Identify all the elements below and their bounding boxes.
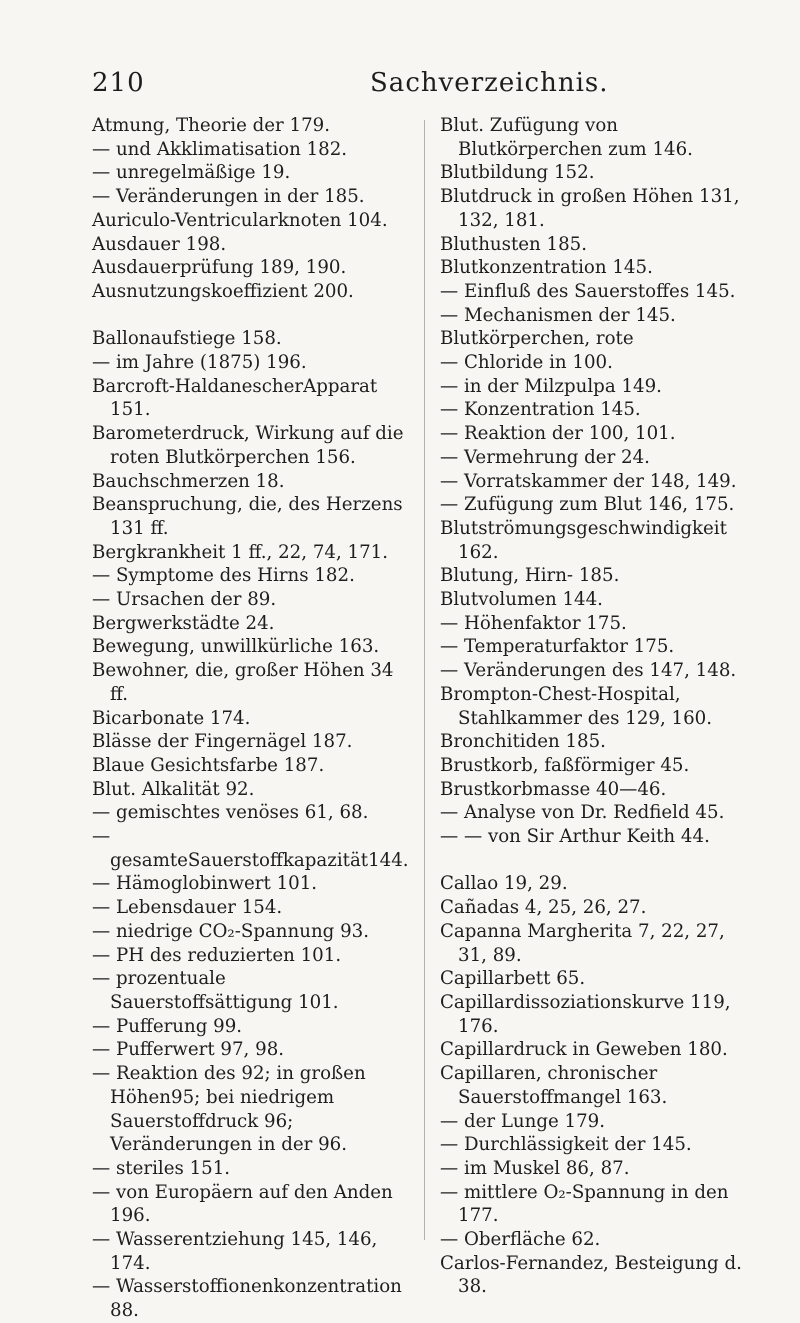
index-entry: Carlos-Fernandez, Besteigung d. 38. xyxy=(440,1252,742,1298)
index-entry: — — von Sir Arthur Keith 44. xyxy=(440,826,710,848)
section-gap xyxy=(440,849,758,873)
index-entry: — im Muskel 86, 87. xyxy=(440,1157,630,1179)
index-entry: — Wasserstoffionenkonzentration 88. xyxy=(92,1276,402,1322)
index-entry: — im Jahre (1875) 196. xyxy=(92,352,307,374)
index-entry: Capillaren, chronischer Sauerstoffmangel 163. xyxy=(440,1063,668,1108)
index-entry: Ballonaufstiege 158. xyxy=(92,328,282,350)
index-entry: Blutbildung 152. xyxy=(440,162,595,184)
index-entry: — Mechanismen der 145. xyxy=(440,304,676,326)
index-entry: — gemischtes venöses 61, 68. xyxy=(92,802,369,824)
index-entry: Blutvolumen 144. xyxy=(440,589,603,611)
index-entry: Bluthusten 185. xyxy=(440,233,588,255)
index-entry: — in der Milzpulpa 149. xyxy=(440,375,662,397)
index-entry: — prozentuale Sauerstoffsättigung 101. xyxy=(92,968,339,1013)
index-entry: — unregelmäßige 19. xyxy=(92,162,291,184)
index-entry: Bergkrankheit 1 ff., 22, 74, 171. xyxy=(92,541,389,563)
index-entry: — und Akklimatisation 182. xyxy=(92,138,348,160)
index-entry: — Durchlässigkeit der 145. xyxy=(440,1134,692,1156)
index-entry: — Wasserentziehung 145, 146, 174. xyxy=(92,1229,378,1274)
page-header xyxy=(0,68,800,102)
index-entry: — Einfluß des Sauerstoffes 145. xyxy=(440,280,736,302)
index-entry: — Pufferung 99. xyxy=(92,1015,243,1037)
index-entry: Cañadas 4, 25, 26, 27. xyxy=(440,897,647,919)
index-entry: Blutkörperchen, rote xyxy=(440,328,634,350)
index-entry: Ausnutzungskoeffizient 200. xyxy=(92,280,354,302)
index-entry: Blutströmungsgeschwindigkeit 162. xyxy=(440,517,727,563)
index-entry: Barometerdruck, Wirkung auf die roten Blutkörperchen 156. xyxy=(92,423,404,468)
index-entry: Blässe der Fingernägel 187. xyxy=(92,731,353,753)
index-entry: Ausdauer 198. xyxy=(92,233,227,255)
index-entry: — PH des reduzierten 101. xyxy=(92,944,342,966)
index-entry: Bergwerkstädte 24. xyxy=(92,612,275,634)
index-entry: — von Europäern auf den Anden 196. xyxy=(92,1181,393,1227)
index-entry: Blut. Zufügung von Blutkörperchen zum 146. xyxy=(440,115,693,160)
index-entry: Blutdruck in großen Höhen 131, 132, 181. xyxy=(440,186,740,231)
index-entry: Barcroft-HaldanescherApparat 151. xyxy=(92,375,378,421)
index-entry: Capillardruck in Geweben 180. xyxy=(440,1039,728,1061)
index-entry: — Veränderungen in der 185. xyxy=(92,186,365,208)
index-entry: Brustkorbmasse 40—46. xyxy=(440,778,667,800)
index-entry: — Konzentration 145. xyxy=(440,399,641,421)
index-entry: Capillardissoziationskurve 119, 176. xyxy=(440,992,731,1037)
index-entry: Brustkorb, faßförmiger 45. xyxy=(440,754,690,776)
entry-group-b xyxy=(92,327,412,1323)
index-entry: Capillarbett 65. xyxy=(440,968,586,990)
index-entry: Bauchschmerzen 18. xyxy=(92,470,285,492)
index-entry: Capanna Margherita 7, 22, 27, 31, 89. xyxy=(440,920,725,966)
running-title: Sachverzeichnis. xyxy=(370,68,609,98)
index-entry: — niedrige CO₂-Spannung 93. xyxy=(92,920,370,942)
entry-group-c xyxy=(440,872,758,1299)
index-entry: — Symptome des Hirns 182. xyxy=(92,565,355,587)
index-entry: — der Lunge 179. xyxy=(440,1110,606,1132)
index-entry: Blut. Alkalität 92. xyxy=(92,778,255,800)
index-entry: — Veränderungen des 147, 148. xyxy=(440,660,737,682)
index-entry: Bewohner, die, großer Höhen 34 ff. xyxy=(92,660,394,705)
index-entry: Bicarbonate 174. xyxy=(92,707,251,729)
index-entry: Auriculo-Ventricularknoten 104. xyxy=(92,209,388,231)
index-entry: Brompton-Chest-Hospital, Stahlkammer des 129, 160. xyxy=(440,683,713,729)
index-entry: — Hämoglobinwert 101. xyxy=(92,873,318,895)
index-entry: — Temperaturfaktor 175. xyxy=(440,636,675,658)
index-entry: — mittlere O₂-Spannung in den 177. xyxy=(440,1181,729,1227)
index-entry: — Zufügung zum Blut 146, 175. xyxy=(440,494,735,516)
index-entry: Blutkonzentration 145. xyxy=(440,257,653,279)
index-entry: — Vermehrung der 24. xyxy=(440,446,650,468)
index-entry: — steriles 151. xyxy=(92,1157,231,1179)
index-entry: — Reaktion des 92; in großen Höhen95; bei niedrigem Sauerstoffdruck 96; Veränderungen in der 96. xyxy=(92,1063,366,1156)
index-entry: — Oberfläche 62. xyxy=(440,1229,601,1251)
column-divider xyxy=(424,120,425,1240)
index-entry: — Vorratskammer der 148, 149. xyxy=(440,470,737,492)
index-entry: — Höhenfaktor 175. xyxy=(440,612,627,634)
entry-group-b-cont xyxy=(440,114,758,849)
index-entry: Ausdauerprüfung 189, 190. xyxy=(92,257,347,279)
index-entry: — Reaktion der 100, 101. xyxy=(440,423,676,445)
section-gap xyxy=(92,304,412,328)
index-entry: — Analyse von Dr. Redfield 45. xyxy=(440,802,725,824)
entry-group-a xyxy=(92,114,412,304)
page-number: 210 xyxy=(92,68,145,98)
index-entry: Blutung, Hirn- 185. xyxy=(440,565,620,587)
index-entry: Bewegung, unwillkürliche 163. xyxy=(92,636,380,658)
index-entry: Atmung, Theorie der 179. xyxy=(92,115,330,136)
right-column xyxy=(440,114,758,1299)
index-entry: Blaue Gesichtsfarbe 187. xyxy=(92,754,325,776)
index-entry: — Ursachen der 89. xyxy=(92,589,277,611)
index-entry: — Pufferwert 97, 98. xyxy=(92,1039,285,1061)
index-entry: — gesamteSauerstoffkapazität144. xyxy=(92,826,409,871)
index-entry: — Lebensdauer 154. xyxy=(92,897,283,919)
index-entry: Bronchitiden 185. xyxy=(440,731,606,753)
left-column xyxy=(92,114,412,1323)
index-entry: — Chloride in 100. xyxy=(440,352,613,374)
index-entry: Callao 19, 29. xyxy=(440,873,568,895)
index-entry: Beanspruchung, die, des Herzens 131 ff. xyxy=(92,494,403,539)
